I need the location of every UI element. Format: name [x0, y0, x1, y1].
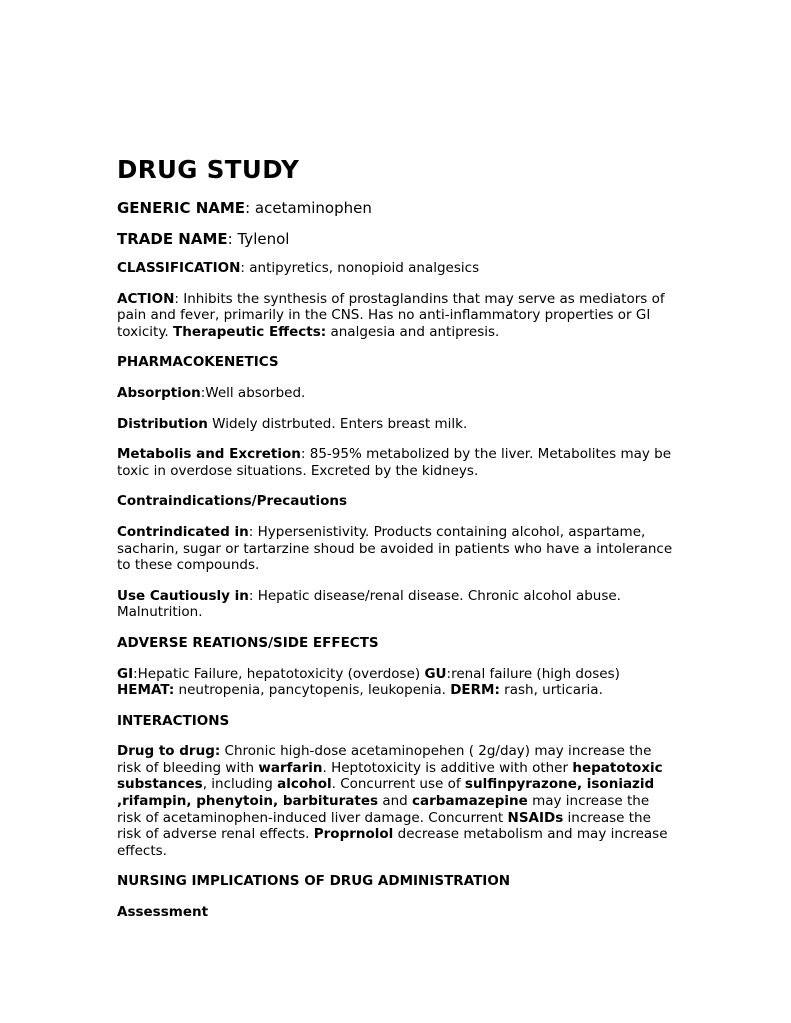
- contraindications-heading: Contraindications/Precautions: [117, 493, 348, 510]
- trade-name-value: Tylenol: [237, 230, 290, 248]
- hemat-label: HEMAT:: [117, 682, 175, 699]
- contraindicated-text: : Hypersenistivity. Products containing alcohol, aspartame, sacharin, sugar or tartarzine shoud be avoided in patients who have a intolerance to these compounds.: [117, 523, 673, 574]
- adverse-reactions-paragraph: [117, 666, 677, 699]
- action-paragraph: [117, 291, 677, 341]
- metabolism-label: Metabolis and Excretion: [117, 446, 301, 463]
- document-page: [117, 155, 677, 921]
- metabolism-text: : 85-95% metabolized by the liver. Metabolites may be toxic in overdose situations. Excreted by the kidneys.: [117, 446, 672, 479]
- use-cautiously-text: : Hepatic disease/renal disease. Chronic alcohol abuse. Malnutrition.: [117, 587, 621, 621]
- pharmacokinetics-heading: PHARMACOKENETICS: [117, 354, 279, 371]
- absorption-label: Absorption: [117, 384, 201, 401]
- interactions-text-5: and: [378, 793, 413, 810]
- gi-text: :Hepatic Failure, hepatotoxicity (overdose): [133, 665, 425, 682]
- action-label: ACTION: [117, 290, 175, 307]
- nursing-implications-heading: NURSING IMPLICATIONS OF DRUG ADMINISTRATION: [117, 873, 511, 890]
- gi-label: GI: [117, 665, 134, 682]
- carbamazepine-term: carbamazepine: [412, 793, 528, 810]
- generic-name-sep: :: [245, 199, 255, 217]
- document-title: DRUG STUDY: [117, 155, 300, 184]
- therapeutic-effects-text: analgesia and antipresis.: [326, 323, 500, 340]
- generic-name-line: [117, 199, 677, 217]
- use-cautiously-label: Use Cautiously in: [117, 587, 249, 604]
- interacting-drugs-term: sulfinpyrazone, isoniazid ,rifampin, phenytoin, barbiturates: [117, 776, 655, 810]
- assessment-heading: Assessment: [117, 904, 209, 921]
- hepatotoxic-term: hepatotoxic substances: [117, 759, 663, 793]
- derm-text: rash, urticaria.: [499, 682, 603, 699]
- classification-value: antipyretics, nonopioid analgesics: [249, 260, 480, 276]
- distribution-line: [117, 416, 677, 433]
- metabolism-paragraph: [117, 446, 677, 479]
- contraindicated-paragraph: [117, 524, 677, 574]
- interactions-text-3: , including: [202, 776, 278, 793]
- interactions-heading: INTERACTIONS: [117, 712, 230, 729]
- absorption-text: :Well absorbed.: [200, 384, 306, 401]
- generic-name-value: acetaminophen: [254, 199, 372, 217]
- gu-label: GU: [424, 665, 447, 682]
- hemat-text: neutropenia, pancytopenis, leukopenia.: [174, 682, 451, 699]
- proprnolol-term: Proprnolol: [313, 826, 394, 843]
- distribution-text: Widely distrbuted. Enters breast milk.: [207, 415, 468, 432]
- absorption-line: [117, 385, 677, 402]
- interactions-text-8: decrease metabolism and may increase effects.: [117, 826, 668, 859]
- interactions-text-1: Chronic high-dose acetaminopehen ( 2g/day) may increase the risk of bleeding with: [117, 743, 652, 776]
- nsaids-term: NSAIDs: [507, 809, 564, 826]
- trade-name-sep: :: [227, 230, 238, 248]
- classification-line: [117, 260, 677, 277]
- contraindicated-label: Contrindicated in: [117, 523, 249, 540]
- derm-label: DERM:: [450, 682, 500, 699]
- distribution-label: Distribution: [117, 415, 208, 432]
- adverse-reactions-heading: ADVERSE REATIONS/SIDE EFFECTS: [117, 634, 379, 651]
- drug-to-drug-label: Drug to drug:: [117, 743, 221, 760]
- trade-name-label: TRADE NAME: [117, 230, 228, 248]
- use-cautiously-paragraph: [117, 588, 677, 621]
- classification-sep: :: [240, 260, 250, 276]
- interactions-paragraph: [117, 743, 677, 859]
- gu-text: :renal failure (high doses): [446, 665, 620, 682]
- action-text: : Inhibits the synthesis of prostaglandins that may serve as mediators of pain and fever, primarily in the CNS. Has no anti-inflammatory properties or GI toxicity.: [117, 290, 665, 340]
- trade-name-line: [117, 230, 677, 248]
- alcohol-term: alcohol: [277, 776, 332, 793]
- interactions-text-4: . Concurrent use of: [331, 776, 465, 793]
- interactions-text-2: . Heptotoxicity is additive with other: [322, 759, 573, 776]
- generic-name-label: GENERIC NAME: [117, 199, 246, 217]
- interactions-text-7: increase the risk of adverse renal effects.: [117, 809, 651, 843]
- warfarin-term: warfarin: [258, 759, 323, 776]
- therapeutic-effects-label: Therapeutic Effects:: [173, 323, 327, 340]
- interactions-text-6: may increase the risk of acetaminophen-induced liver damage. Concurrent: [117, 793, 650, 826]
- classification-label: CLASSIFICATION: [117, 260, 241, 276]
